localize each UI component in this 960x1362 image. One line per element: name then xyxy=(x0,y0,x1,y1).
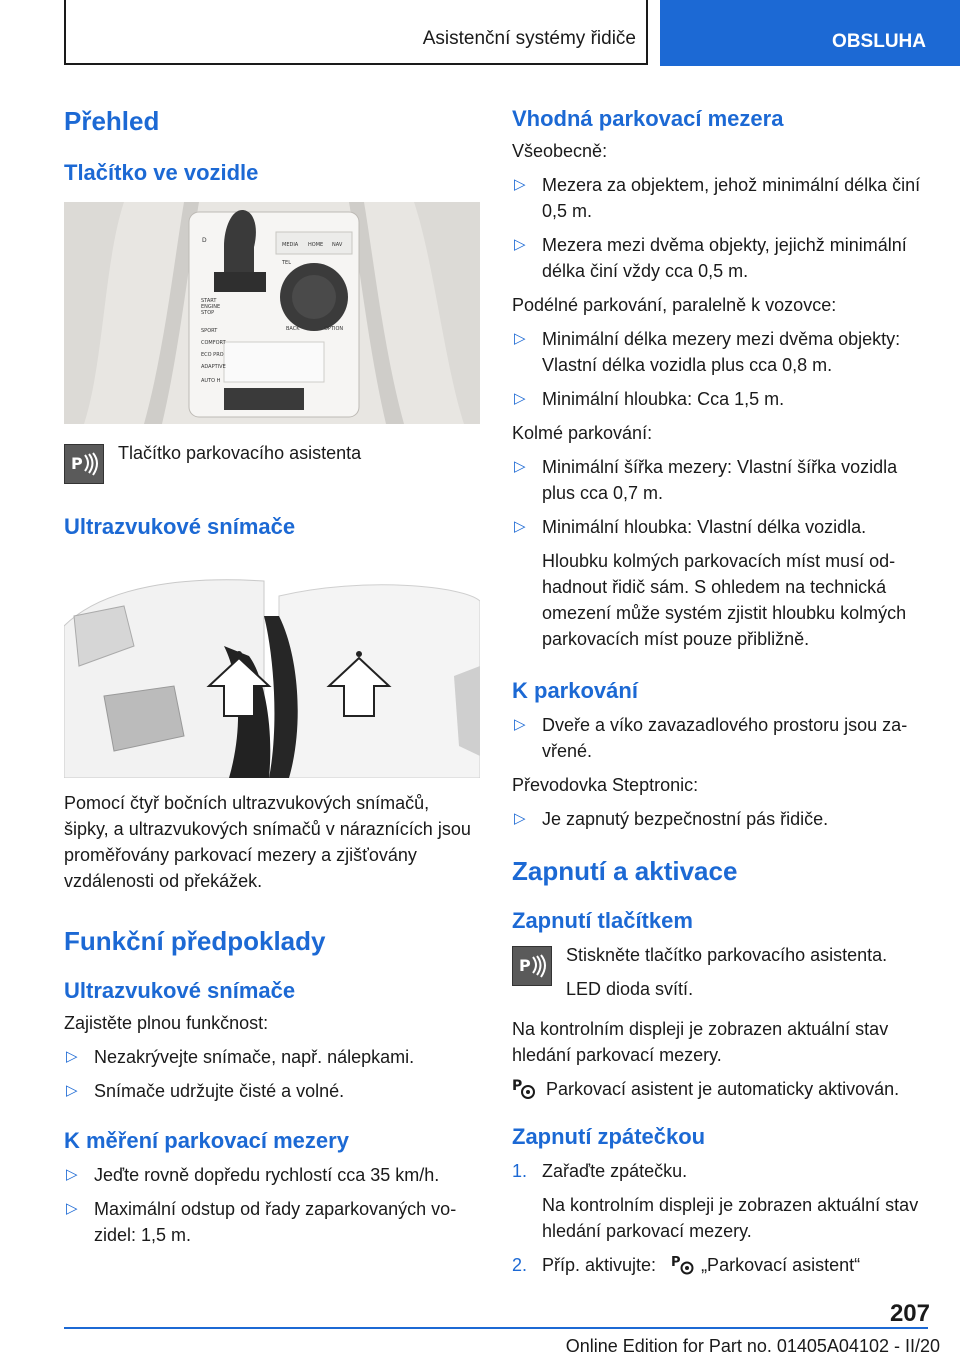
triangle-bullet-icon: ▷ xyxy=(66,1200,78,1217)
sensor-illustration xyxy=(64,556,480,778)
park-assist-icon xyxy=(64,444,104,484)
heading-zpatecka: Zapnutí zpátečkou xyxy=(512,1124,706,1149)
heading-funkcni: Funkční předpoklady xyxy=(64,926,326,956)
list-item: ▷ Nezakrývejte snímače, např. nálepkami. xyxy=(64,1044,482,1070)
parking-bullets xyxy=(512,712,930,764)
list-item: 2. Příp. aktivujte: P „Parkovací asistent“ xyxy=(512,1255,861,1275)
heading-kparkovani: K parkování xyxy=(512,678,638,703)
ensure-text: Zajistěte plnou funkčnost: xyxy=(64,1013,269,1033)
console-ecopro-label: ECO PRO xyxy=(201,352,224,358)
console-figure xyxy=(64,202,480,424)
console-sport-label: SPORT xyxy=(201,328,218,334)
list-item: 1. Zařaďte zpátečku. xyxy=(512,1161,688,1181)
display-text: Na kontrolním displeji je zobrazen aktuální stav hledání parkovací mezery. xyxy=(512,1019,889,1065)
reverse-steps xyxy=(512,1158,930,1278)
heading-mereni: K měření parkovací mezery xyxy=(64,1128,349,1153)
section-title: Asistenční systémy řidiče xyxy=(422,28,636,49)
sensor-figure xyxy=(64,556,480,778)
heading-prehled: Přehled xyxy=(64,106,160,136)
triangle-bullet-icon: ▷ xyxy=(514,390,526,407)
triangle-bullet-icon: ▷ xyxy=(514,458,526,475)
svg-text:P: P xyxy=(671,1255,681,1270)
list-item: ▷ Minimální hloubka: Cca 1,5 m. xyxy=(512,386,930,412)
console-adaptive-label: ADAPTIVE xyxy=(201,364,226,370)
list-item: ▷ Dveře a víko zavazadlového prostoru jsou zavřené. xyxy=(512,712,930,764)
left-column xyxy=(64,96,482,1248)
park-assist-small-icon xyxy=(671,1253,695,1275)
svg-text:P: P xyxy=(519,956,531,975)
footer-rule xyxy=(64,1327,928,1329)
edition-text: Online Edition for Part no. 01405A04102 - II/20 xyxy=(565,1336,940,1356)
console-stop-label: STOP xyxy=(201,310,215,316)
triangle-bullet-icon: ▷ xyxy=(66,1166,78,1183)
park-assist-icon xyxy=(512,946,552,986)
heading-vhodna: Vhodná parkovací mezera xyxy=(512,106,784,131)
list-item: ▷ Snímače udržujte čisté a volné. xyxy=(64,1078,482,1104)
general-bullets xyxy=(512,172,930,284)
console-engine-label: ENGINE xyxy=(201,304,221,310)
parallel-label: Podélné parkování, paralelně k vozovce: xyxy=(512,295,837,315)
chapter-tab[interactable]: OBSLUHA xyxy=(660,0,960,66)
triangle-bullet-icon: ▷ xyxy=(514,716,526,733)
steptronic-label: Převodovka Steptronic: xyxy=(512,775,699,795)
console-media-label: MEDIA xyxy=(282,242,299,248)
button-activation-row xyxy=(512,942,930,1002)
perpendicular-note: Hloubku kolmých parkovacích míst musí odhadnout řidič sám. S ohledem na technická omezení může systém zjistit hloubku kolmých parkovacích míst pouze přibližně. xyxy=(542,551,907,649)
list-item: ▷ Jeďte rovně dopředu rychlostí cca 35 km/h. xyxy=(64,1162,482,1188)
header-left-rule xyxy=(64,0,66,64)
list-item: ▷ Minimální délka mezery mezi dvěma objekty: Vlastní délka vozidla plus cca 0,8 m. xyxy=(512,326,930,378)
belt-bullets xyxy=(512,806,930,832)
console-back-label: BACK xyxy=(286,326,300,332)
svg-text:P: P xyxy=(71,454,83,473)
led-text: LED dioda svítí. xyxy=(566,979,694,999)
triangle-bullet-icon: ▷ xyxy=(514,236,526,253)
triangle-bullet-icon: ▷ xyxy=(514,330,526,347)
general-label: Všeobecně: xyxy=(512,141,608,161)
park-assist-caption: Tlačítko parkovacího asistenta xyxy=(118,443,362,463)
heading-ultrazvuk2: Ultrazvukové snímače xyxy=(64,978,296,1003)
console-tel-label: TEL xyxy=(282,260,291,266)
console-gear-label: D xyxy=(202,237,207,244)
list-item: ▷ Mezera za objektem, jehož minimální délka činí 0,5 m. xyxy=(512,172,930,224)
perpendicular-label: Kolmé parkování: xyxy=(512,423,653,443)
svg-text:P: P xyxy=(512,1078,523,1094)
triangle-bullet-icon: ▷ xyxy=(66,1082,78,1099)
console-comfort-label: COMFORT xyxy=(201,340,226,346)
triangle-bullet-icon: ▷ xyxy=(514,810,526,827)
list-item: ▷ Maximální odstup od řady zaparkovaných vozidel: 1,5 m. xyxy=(64,1196,482,1248)
sensor-bullets xyxy=(64,1044,482,1104)
header-bottom-rule xyxy=(64,63,648,65)
console-autoh-label: AUTO H xyxy=(201,378,221,384)
heading-tlacitkem: Zapnutí tlačítkem xyxy=(512,908,693,933)
list-item: ▷ Minimální hloubka: Vlastní délka vozidla. xyxy=(512,514,930,540)
park-assist-caption-row xyxy=(64,444,482,484)
heading-tlacitko: Tlačítko ve vozidle xyxy=(64,160,259,185)
list-item: ▷ Je zapnutý bezpečnostní pás řidiče. xyxy=(512,806,930,832)
measure-bullets xyxy=(64,1162,482,1248)
auto-activated-text: Parkovací asistent je automaticky aktivován. xyxy=(546,1079,900,1099)
console-option-label: OPTION xyxy=(324,326,344,332)
perpendicular-bullets xyxy=(512,454,930,540)
park-assist-small-icon xyxy=(512,1076,536,1100)
triangle-bullet-icon: ▷ xyxy=(66,1048,78,1065)
header-right-rule xyxy=(646,0,648,64)
console-nav-label: NAV xyxy=(332,242,343,248)
heading-zapnuti: Zapnutí a aktivace xyxy=(512,856,738,886)
heading-ultrazvuk: Ultrazvukové snímače xyxy=(64,514,296,539)
auto-activated-row xyxy=(512,1076,930,1102)
list-item: ▷ Minimální šířka mezery: Vlastní šířka vozidla plus cca 0,7 m. xyxy=(512,454,930,506)
triangle-bullet-icon: ▷ xyxy=(514,176,526,193)
press-button-text: Stiskněte tlačítko parkovacího asistenta. xyxy=(566,945,888,965)
list-item: ▷ Mezera mezi dvěma objekty, jejichž minimální délka činí vždy cca 0,5 m. xyxy=(512,232,930,284)
parallel-bullets xyxy=(512,326,930,412)
console-home-label: HOME xyxy=(308,242,324,248)
page-number: 207 xyxy=(889,1300,930,1327)
console-start-label: START xyxy=(201,298,217,304)
right-column xyxy=(512,96,930,1278)
sensor-description: Pomocí čtyř bočních ultrazvukových snímačů, šipky, a ultrazvukových snímačů v náraznících jsou proměřovány parkovací mezery a zjišťovány vzdálenosti od překážek. xyxy=(64,793,471,891)
console-illustration xyxy=(64,202,480,424)
list-item: Na kontrolním displeji je zobrazen aktuální stav hledání parkovací mezery. xyxy=(542,1195,919,1241)
triangle-bullet-icon: ▷ xyxy=(514,518,526,535)
